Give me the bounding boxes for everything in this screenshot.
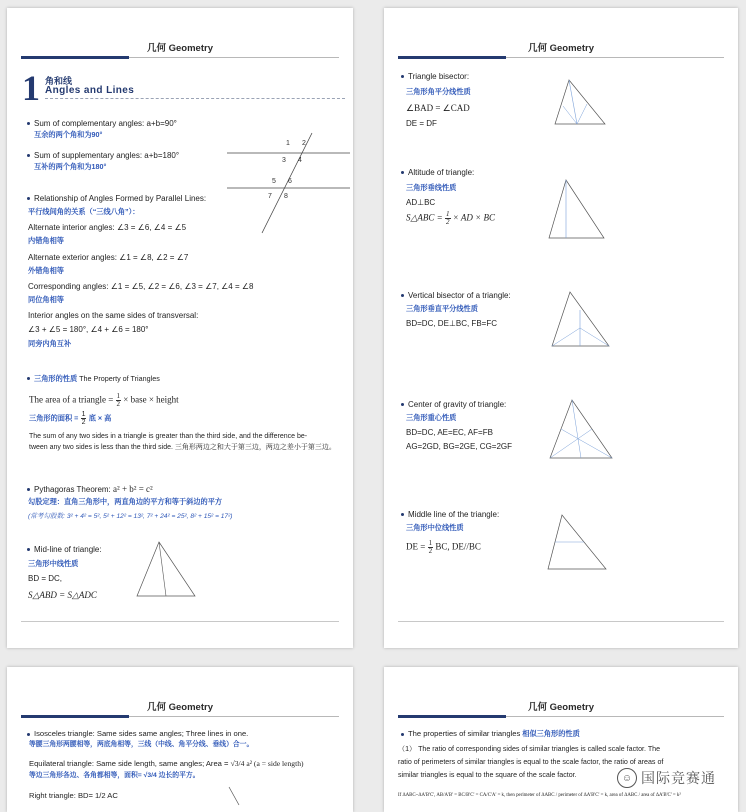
isosceles-triangle: Isosceles triangle: Same sides same angles; Three lines in one. [27, 729, 248, 738]
angle-label-1: 1 [286, 140, 290, 147]
bullet-icon [27, 122, 30, 125]
vertical-bisector-equation: BD=DC, DE⊥BC, FB=FC [406, 319, 497, 328]
bullet-icon [27, 733, 30, 736]
page-4 [384, 667, 738, 812]
altitude-ad-bc: AD⊥BC [406, 198, 436, 207]
bisector-triangle-diagram [549, 78, 619, 128]
bullet-icon [27, 548, 30, 551]
bullet-icon [401, 513, 404, 516]
chapter-divider [45, 98, 345, 99]
parallel-lines-title: Relationship of Angles Formed by Parallel Lines: [27, 194, 206, 204]
same-side-interior: Interior angles on the same sides of transversal: [28, 311, 199, 320]
corresponding-angles-cn: 同位角相等 [28, 295, 64, 304]
page-header: 几何 Geometry [147, 43, 213, 54]
pythagoras-theorem: Pythagoras Theorem: a² + b² = c² [27, 484, 153, 495]
altitude-cn: 三角形垂线性质 [406, 183, 457, 192]
middle-line-triangle-diagram [544, 513, 614, 573]
footer-rule [21, 621, 339, 622]
angle-label-2: 2 [302, 140, 306, 147]
equilateral-triangle-cn: 等边三角形各边、各角都相等，面积= √3/4 边长的平方。 [29, 772, 200, 779]
page-header: 几何 Geometry [147, 702, 213, 713]
complementary-angles-cn: 互余的两个角和为90° [34, 130, 103, 139]
triangle-sides-rule: The sum of any two sides in a triangle is greater than the third side, and the difference be- tween any two sides is less than the third side. 三角形两边之和大于第三边，两边之差小于第三边。 [29, 433, 336, 451]
same-side-interior-equation: ∠3 + ∠5 = 180°, ∠4 + ∠6 = 180° [28, 325, 149, 334]
equilateral-triangle: Equilateral triangle: Same side length, same angles; Area = √3/4 a² (a = side length) [29, 759, 304, 768]
gravity-center-line1: BD=DC, AE=EC, AF=FB [406, 428, 493, 437]
page-header: 几何 Geometry [528, 43, 594, 54]
supplementary-angles: Sum of supplementary angles: a+b=180° [27, 151, 179, 161]
chapter-number: 1 [22, 68, 40, 108]
page-header: 几何 Geometry [528, 702, 594, 713]
alternate-interior: Alternate interior angles: ∠3 = ∠6, ∠4 = ∠5 [28, 223, 187, 232]
fraction: $\frac{1}{2}$ [81, 411, 86, 426]
triangle-area-formula: The area of a triangle = $\frac{1}{2}$ × base × height [29, 392, 179, 408]
altitude-title: Altitude of triangle: [401, 168, 474, 178]
midline-cn: 三角形中线性质 [28, 559, 79, 568]
header-accent-bar [398, 56, 506, 59]
right-triangle-diagram [225, 785, 255, 805]
supplementary-angles-cn: 互补的两个角和为180° [34, 162, 107, 171]
alternate-exterior-cn: 外错角相等 [28, 266, 64, 275]
bisector-cn: 三角形角平分线性质 [406, 87, 471, 96]
bisector-de-df: DE = DF [406, 119, 437, 128]
bullet-icon [401, 171, 404, 174]
bisector-equation: ∠BAD = ∠CAD [406, 103, 470, 113]
altitude-area-formula: S△ABC = $\frac{1}{2}$ × AD × BC [406, 210, 495, 226]
chapter-title-cn: 角和线 [45, 76, 73, 86]
bullet-icon [401, 733, 404, 736]
parallel-lines-title-cn: 平行线间角的关系（“三线八角”）： [28, 207, 140, 216]
alternate-interior-cn: 内错角相等 [28, 236, 64, 245]
middle-line-cn: 三角形中位线性质 [406, 523, 464, 532]
bisector-title: Triangle bisector: [401, 72, 469, 82]
triangle-area-cn: 三角形的面积 = $\frac{1}{2}$ 底 × 高 [29, 411, 112, 426]
similar-triangles-title: The properties of similar triangles 相似三角形的性质 [401, 729, 580, 739]
midline-triangle-diagram [132, 538, 222, 603]
fraction: $\frac{1}{2}$ [446, 210, 450, 226]
chapter-title-en: Angles and Lines [45, 85, 135, 96]
similar-triangles-formula: If ΔABC~ΔA'B'C', AB/A'B' = BC/B'C' = CA/C'A' = k, then perimeter of ΔABC / perimeter of ΔA'B'C' = k, area of ΔABC / area of ΔA'B'C' = k² [398, 793, 681, 798]
pythagorean-triples: (常考勾股数: 3² + 4² = 5², 5² + 12² = 13², 7² + 24² = 25², 8² + 15² = 17²) [28, 513, 233, 520]
page-2 [384, 8, 738, 648]
bullet-icon [401, 75, 404, 78]
middle-line-title: Middle line of the triangle: [401, 510, 499, 520]
angle-label-5: 5 [272, 178, 276, 185]
header-accent-bar [21, 715, 129, 718]
right-triangle: Right triangle: BD= 1/2 AC [29, 791, 118, 800]
complementary-angles: Sum of complementary angles: a+b=90° [27, 119, 177, 129]
fraction: $\frac{1}{2}$ [116, 392, 121, 408]
footer-rule [398, 621, 724, 622]
watermark: ☺ 国际竞赛通 [613, 766, 720, 790]
pythagoras-theorem-cn: 勾股定理：直角三角形中，两直角边的平方和等于斜边的平方 [28, 497, 223, 506]
bullet-icon [27, 154, 30, 157]
angle-label-8: 8 [284, 193, 288, 200]
altitude-triangle-diagram [544, 176, 609, 241]
chat-icon: ☺ [617, 768, 637, 788]
bullet-icon [401, 294, 404, 297]
same-side-interior-cn: 同旁内角互补 [28, 339, 72, 348]
fraction: $\frac{1}{2}$ [428, 539, 433, 555]
bullet-icon [27, 488, 30, 491]
bullet-icon [27, 197, 30, 200]
angle-label-7: 7 [268, 193, 272, 200]
angle-label-4: 4 [298, 157, 302, 164]
gravity-center-triangle-diagram [546, 398, 621, 463]
angle-label-6: 6 [288, 178, 292, 185]
bullet-icon [27, 377, 30, 380]
page-1 [7, 8, 353, 648]
page-3 [7, 667, 353, 812]
header-accent-bar [21, 56, 129, 59]
gravity-center-title: Center of gravity of triangle: [401, 400, 506, 410]
triangle-property-title: 三角形的性质 The Property of Triangles [27, 374, 160, 384]
parallel-lines-diagram [222, 133, 352, 233]
corresponding-angles: Corresponding angles: ∠1 = ∠5, ∠2 = ∠6, ∠3 = ∠7, ∠4 = ∠8 [28, 282, 254, 291]
isosceles-triangle-cn: 等腰三角形两腰相等，两底角相等，三线（中线、角平分线、垂线）合一。 [29, 741, 254, 748]
alternate-exterior: Alternate exterior angles: ∠1 = ∠8, ∠2 = ∠7 [28, 253, 189, 262]
middle-line-equation: DE = $\frac{1}{2}$ BC, DE//BC [406, 539, 481, 555]
gravity-center-cn: 三角形重心性质 [406, 413, 457, 422]
midline-title: Mid-line of triangle: [27, 545, 102, 555]
vertical-bisector-title: Vertical bisector of a triangle: [401, 291, 511, 301]
vertical-bisector-triangle-diagram [549, 290, 619, 350]
gravity-center-line2: AG=2GD, BG=2GE, CG=2GF [406, 442, 513, 451]
bullet-icon [401, 403, 404, 406]
angle-label-3: 3 [282, 157, 286, 164]
midline-bd-dc: BD = DC, [28, 574, 63, 583]
similar-triangles-text: （1） The ratio of corresponding sides of similar triangles is called scale factor. The ratio of perimeters of similar triangles is equal to the scale factor, the ratio of areas of similar triangles is equal to the square of the scale factor. [398, 745, 664, 780]
vertical-bisector-cn: 三角形垂直平分线性质 [406, 304, 478, 313]
header-accent-bar [398, 715, 506, 718]
midline-area-equation: S△ABD = S△ADC [28, 590, 97, 600]
